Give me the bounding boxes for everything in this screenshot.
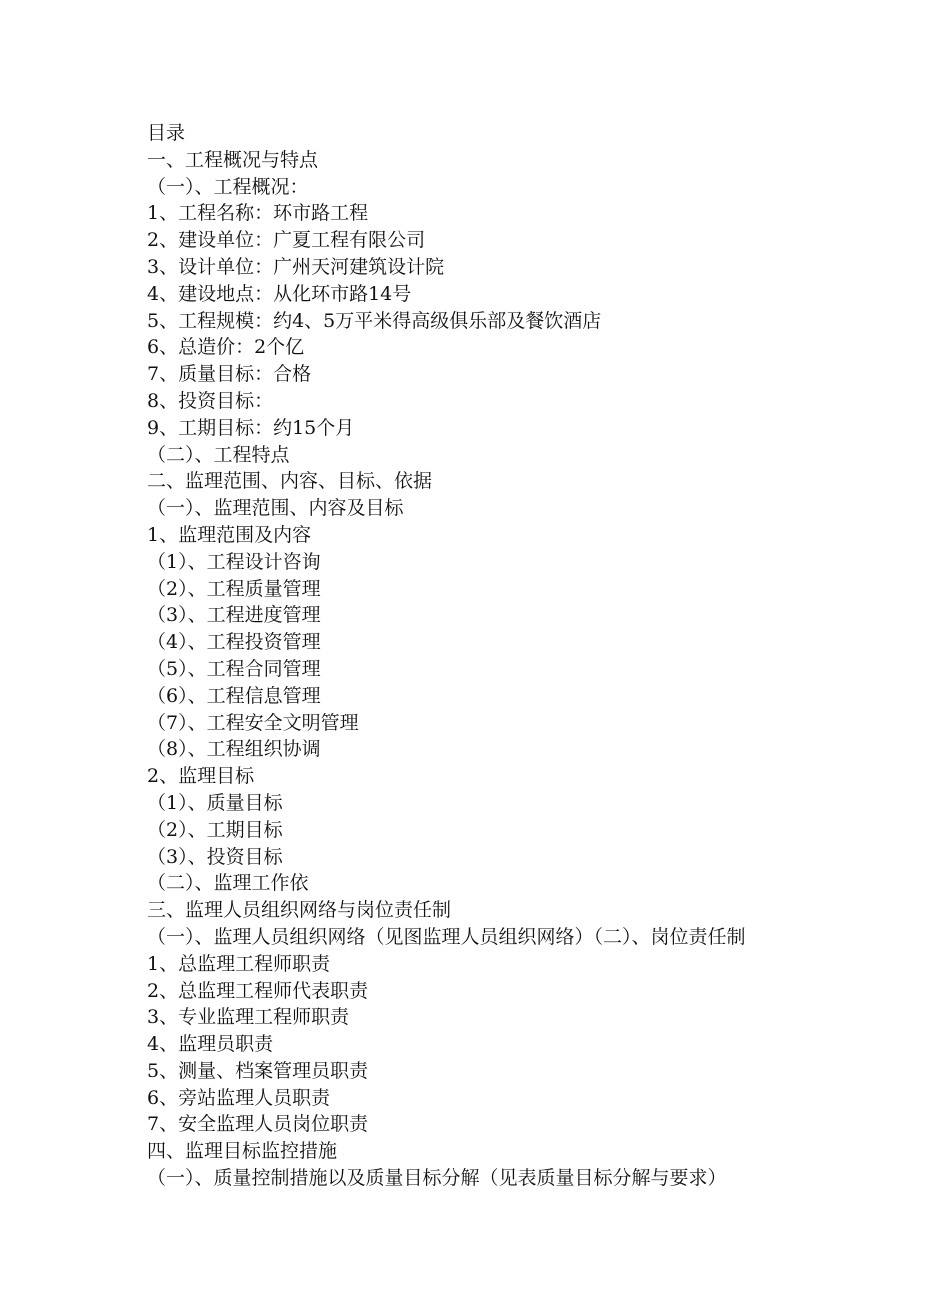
toc-title: 目录 [147,122,186,144]
toc-section-heading: 三、监理人员组织网络与岗位责任制 [147,899,452,922]
toc-subsection-heading: （二）、监理工作依 [147,872,309,895]
toc-subitem: （5）、工程合同管理 [147,657,321,680]
toc-subsection-heading: （一）、工程概况： [147,175,309,198]
toc-subitem: （1）、质量目标 [147,791,283,814]
toc-subitem: （3）、投资目标 [147,845,283,868]
toc-subsection-heading: （一）、质量控制措施以及质量目标分解（见表质量目标分解与要求） [147,1167,727,1190]
toc-item: 3、专业监理工程师职责 [147,1006,350,1029]
toc-subitem: （2）、工程质量管理 [147,577,321,600]
toc-subitem: （7）、工程安全文明管理 [147,711,359,734]
toc-item: 4、监理员职责 [147,1033,274,1056]
toc-item: 1、监理范围及内容 [147,523,312,546]
toc-subitem: （3）、工程进度管理 [147,604,321,627]
toc-item: 7、质量目标：合格 [147,363,312,386]
toc-subsection-heading: （一）、监理人员组织网络（见图监理人员组织网络）（二）、岗位责任制 [147,925,746,948]
table-of-contents [147,120,937,1192]
toc-item: 5、测量、档案管理员职责 [147,1059,369,1082]
toc-section-heading: 二、监理范围、内容、目标、依据 [147,470,433,493]
toc-subsection-heading: （一）、监理范围、内容及目标 [147,497,404,520]
toc-subitem: （8）、工程组织协调 [147,738,321,761]
toc-item: 1、总监理工程师职责 [147,952,331,975]
toc-item: 7、安全监理人员岗位职责 [147,1113,369,1136]
toc-subitem: （2）、工期目标 [147,818,283,841]
toc-item: 4、建设地点：从化环市路14号 [147,282,412,305]
toc-subitem: （6）、工程信息管理 [147,684,321,707]
toc-item: 3、设计单位：广州天河建筑设计院 [147,255,445,278]
toc-subsection-heading: （二）、工程特点 [147,443,290,466]
toc-item: 6、旁站监理人员职责 [147,1086,331,1109]
toc-item: 6、总造价：2个亿 [147,336,305,359]
toc-item: 1、工程名称：环市路工程 [147,202,369,225]
toc-item: 2、建设单位：广夏工程有限公司 [147,229,426,252]
toc-subitem: （1）、工程设计咨询 [147,550,321,573]
toc-section-heading: 四、监理目标监控措施 [147,1140,338,1163]
toc-item: 9、工期目标：约15个月 [147,416,355,439]
toc-section-heading: 一、工程概况与特点 [147,148,319,171]
toc-item: 5、工程规模：约4、5万平米得高级俱乐部及餐饮酒店 [147,309,602,332]
toc-subitem: （4）、工程投资管理 [147,631,321,654]
toc-item: 2、总监理工程师代表职责 [147,979,369,1002]
toc-item: 8、投资目标： [147,389,274,412]
toc-item: 2、监理目标 [147,765,255,788]
